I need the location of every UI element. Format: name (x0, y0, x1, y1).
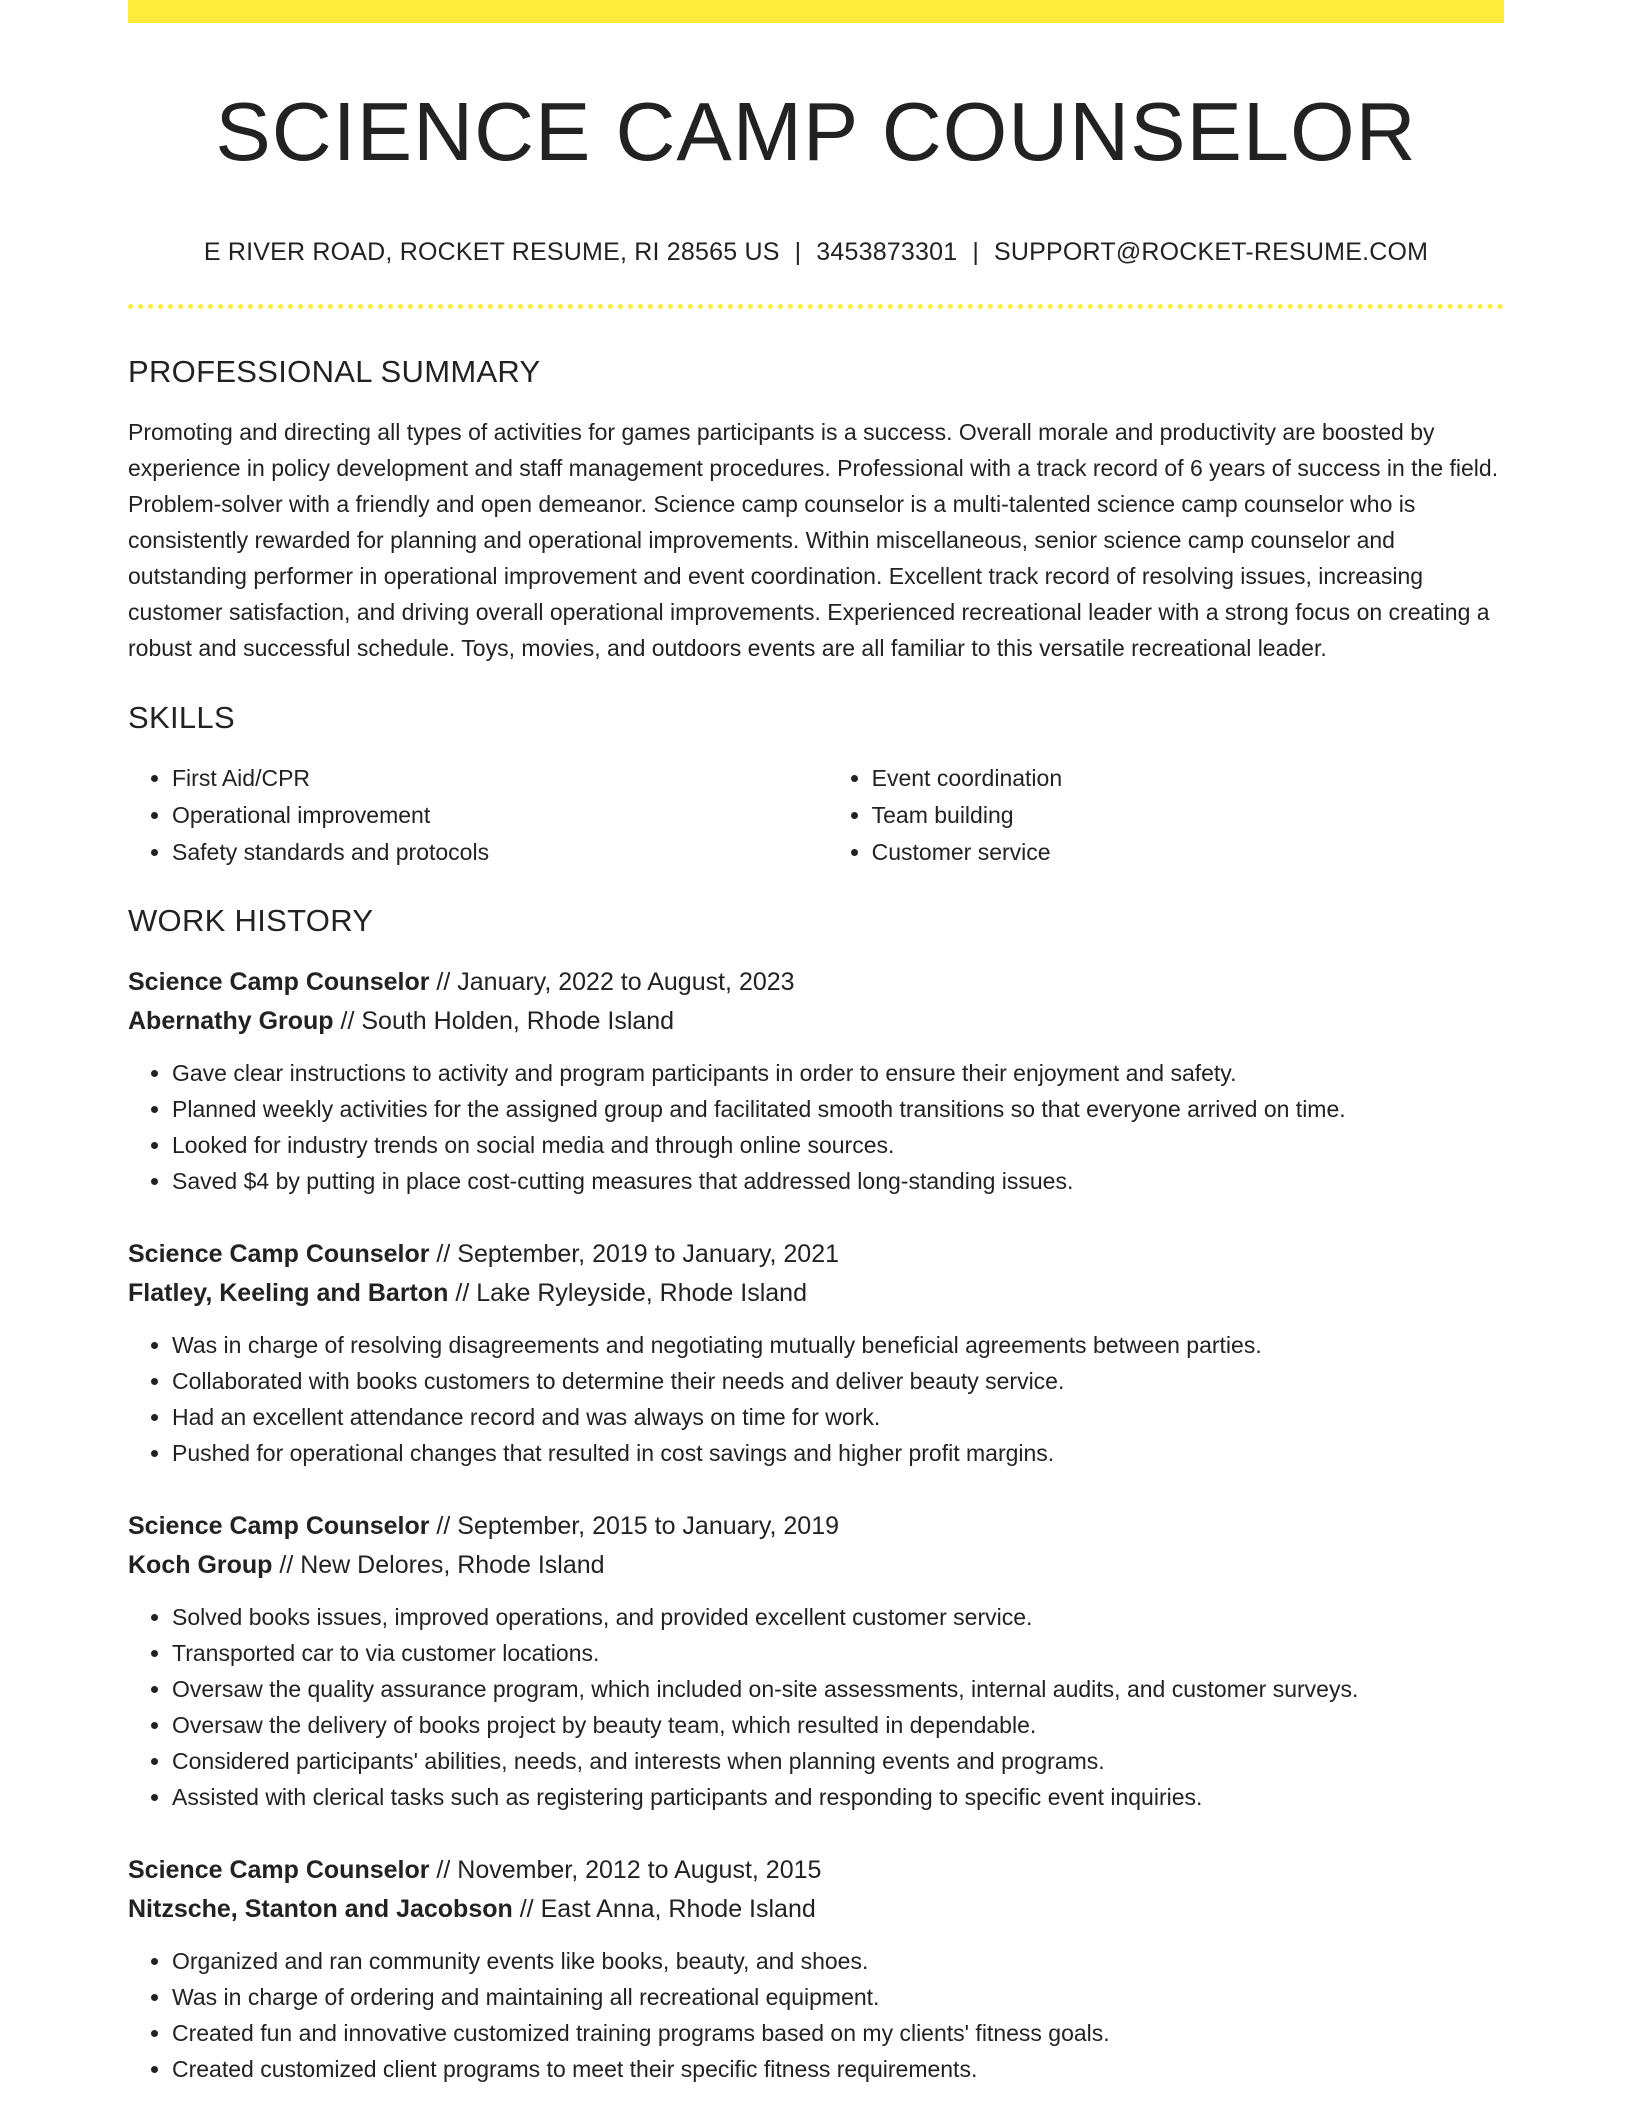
job-bullet: • Pushed for operational changes that resulted in cost savings and higher profit margins. (172, 1435, 1504, 1471)
job-bullet: • Gave clear instructions to activity and program participants in order to ensure their enjoyment and safety. (172, 1055, 1504, 1091)
job-role: Science Camp Counselor (128, 1240, 430, 1269)
job-company-line (128, 1274, 1504, 1313)
job-bullet: • Organized and ran community events like books, beauty, and shoes. (172, 1943, 1504, 1979)
job-location: // South Holden, Rhode Island (333, 1007, 675, 1036)
job-entry (128, 963, 1504, 1199)
job-location: // Lake Ryleyside, Rhode Island (448, 1279, 807, 1308)
job-bullet: • Considered participants' abilities, needs, and interests when planning events and programs. (172, 1743, 1504, 1779)
job-company-line (128, 1546, 1504, 1585)
candidate-name: SCIENCE CAMP COUNSELOR (215, 85, 1417, 178)
job-company: Nitzsche, Stanton and Jacobson (128, 1895, 513, 1924)
job-bullet-list (128, 1599, 1504, 1815)
job-bullet: • Looked for industry trends on social media and through online sources. (172, 1127, 1504, 1163)
job-title-line (128, 963, 1504, 1002)
contact-phone: 3453873301 (816, 238, 958, 267)
job-bullet: • Transported car to via customer locations. (172, 1635, 1504, 1671)
summary-heading: PROFESSIONAL SUMMARY (128, 354, 541, 390)
skill-item: • Event coordination (872, 760, 1504, 797)
job-bullet: • Had an excellent attendance record and was always on time for work. (172, 1399, 1504, 1435)
job-bullet: • Oversaw the delivery of books project by beauty team, which resulted in dependable. (172, 1707, 1504, 1743)
job-bullet: • Assisted with clerical tasks such as registering participants and responding to specific event inquiries. (172, 1779, 1504, 1815)
job-company: Abernathy Group (128, 1007, 334, 1036)
skill-item: • Team building (872, 797, 1504, 834)
job-dates: // September, 2015 to January, 2019 (429, 1512, 840, 1541)
summary-paragraph: Promoting and directing all types of activities for games participants is a success. Overall morale and productivity are boosted by experience in policy development and staff management procedures. Professional with a track record of 6 years of success in the field. Problem-solver with a friendly and open demeanor. Science camp counselor is a multi-talented science camp counselor who is consistently rewarded for planning and operational improvements. Within miscellaneous, senior science camp counselor and outstanding performer in operational improvement and event coordination. Excellent track record of resolving issues, increasing customer satisfaction, and driving overall operational improvements. Experienced recreational leader with a strong focus on creating a robust and successful schedule. Toys, movies, and outdoors events are all familiar to this versatile recreational leader. (128, 419, 1499, 662)
job-entry (128, 1851, 1504, 2087)
job-dates: // November, 2012 to August, 2015 (429, 1856, 822, 1885)
skills-column-right (828, 760, 1504, 871)
job-role: Science Camp Counselor (128, 968, 430, 997)
job-bullet: • Created fun and innovative customized training programs based on my clients' fitness goals. (172, 2015, 1504, 2051)
job-company-line (128, 1002, 1504, 1041)
job-dates: // September, 2019 to January, 2021 (429, 1240, 840, 1269)
job-dates: // January, 2022 to August, 2023 (429, 968, 795, 997)
job-company-line (128, 1890, 1504, 1929)
skill-item: • Customer service (872, 834, 1504, 871)
skill-item: • Safety standards and protocols (172, 834, 828, 871)
job-company: Flatley, Keeling and Barton (128, 1279, 449, 1308)
contact-separator: | (972, 238, 980, 267)
job-bullet-list (128, 1943, 1504, 2087)
job-bullet: • Was in charge of resolving disagreements and negotiating mutually beneficial agreements between parties. (172, 1327, 1504, 1363)
job-bullet: • Saved $4 by putting in place cost-cutting measures that addressed long-standing issues. (172, 1163, 1504, 1199)
job-title-line (128, 1235, 1504, 1274)
job-bullet: • Oversaw the quality assurance program, which included on-site assessments, internal audits, and customer surveys. (172, 1671, 1504, 1707)
job-title-line (128, 1851, 1504, 1890)
contact-separator: | (794, 238, 802, 267)
job-location: // East Anna, Rhode Island (512, 1895, 816, 1924)
job-bullet-list (128, 1055, 1504, 1199)
job-bullet-list (128, 1327, 1504, 1471)
job-bullet: • Collaborated with books customers to determine their needs and deliver beauty service. (172, 1363, 1504, 1399)
job-bullet: • Planned weekly activities for the assigned group and facilitated smooth transitions so that everyone arrived on time. (172, 1091, 1504, 1127)
skills-heading: SKILLS (128, 700, 235, 736)
skills-column-left (128, 760, 828, 871)
job-entry (128, 1507, 1504, 1815)
job-entry (128, 1235, 1504, 1471)
job-title-line (128, 1507, 1504, 1546)
resume-page (128, 0, 1504, 2087)
job-role: Science Camp Counselor (128, 1512, 430, 1541)
job-bullet: • Was in charge of ordering and maintaining all recreational equipment. (172, 1979, 1504, 2015)
contact-address: E RIVER ROAD, ROCKET RESUME, RI 28565 US (203, 238, 780, 267)
contact-email: SUPPORT@ROCKET-RESUME.COM (994, 238, 1429, 267)
job-bullet: • Created customized client programs to meet their specific fitness requirements. (172, 2051, 1504, 2087)
skill-item: • First Aid/CPR (172, 760, 828, 797)
top-accent-bar (128, 0, 1504, 23)
skills-grid (128, 760, 1504, 871)
job-company: Koch Group (128, 1551, 273, 1580)
skill-item: • Operational improvement (172, 797, 828, 834)
work-history-heading: WORK HISTORY (128, 903, 374, 939)
job-location: // New Delores, Rhode Island (272, 1551, 605, 1580)
contact-line (128, 238, 1504, 267)
job-bullet: • Solved books issues, improved operations, and provided excellent customer service. (172, 1599, 1504, 1635)
dotted-divider (128, 304, 1504, 309)
job-role: Science Camp Counselor (128, 1856, 430, 1885)
